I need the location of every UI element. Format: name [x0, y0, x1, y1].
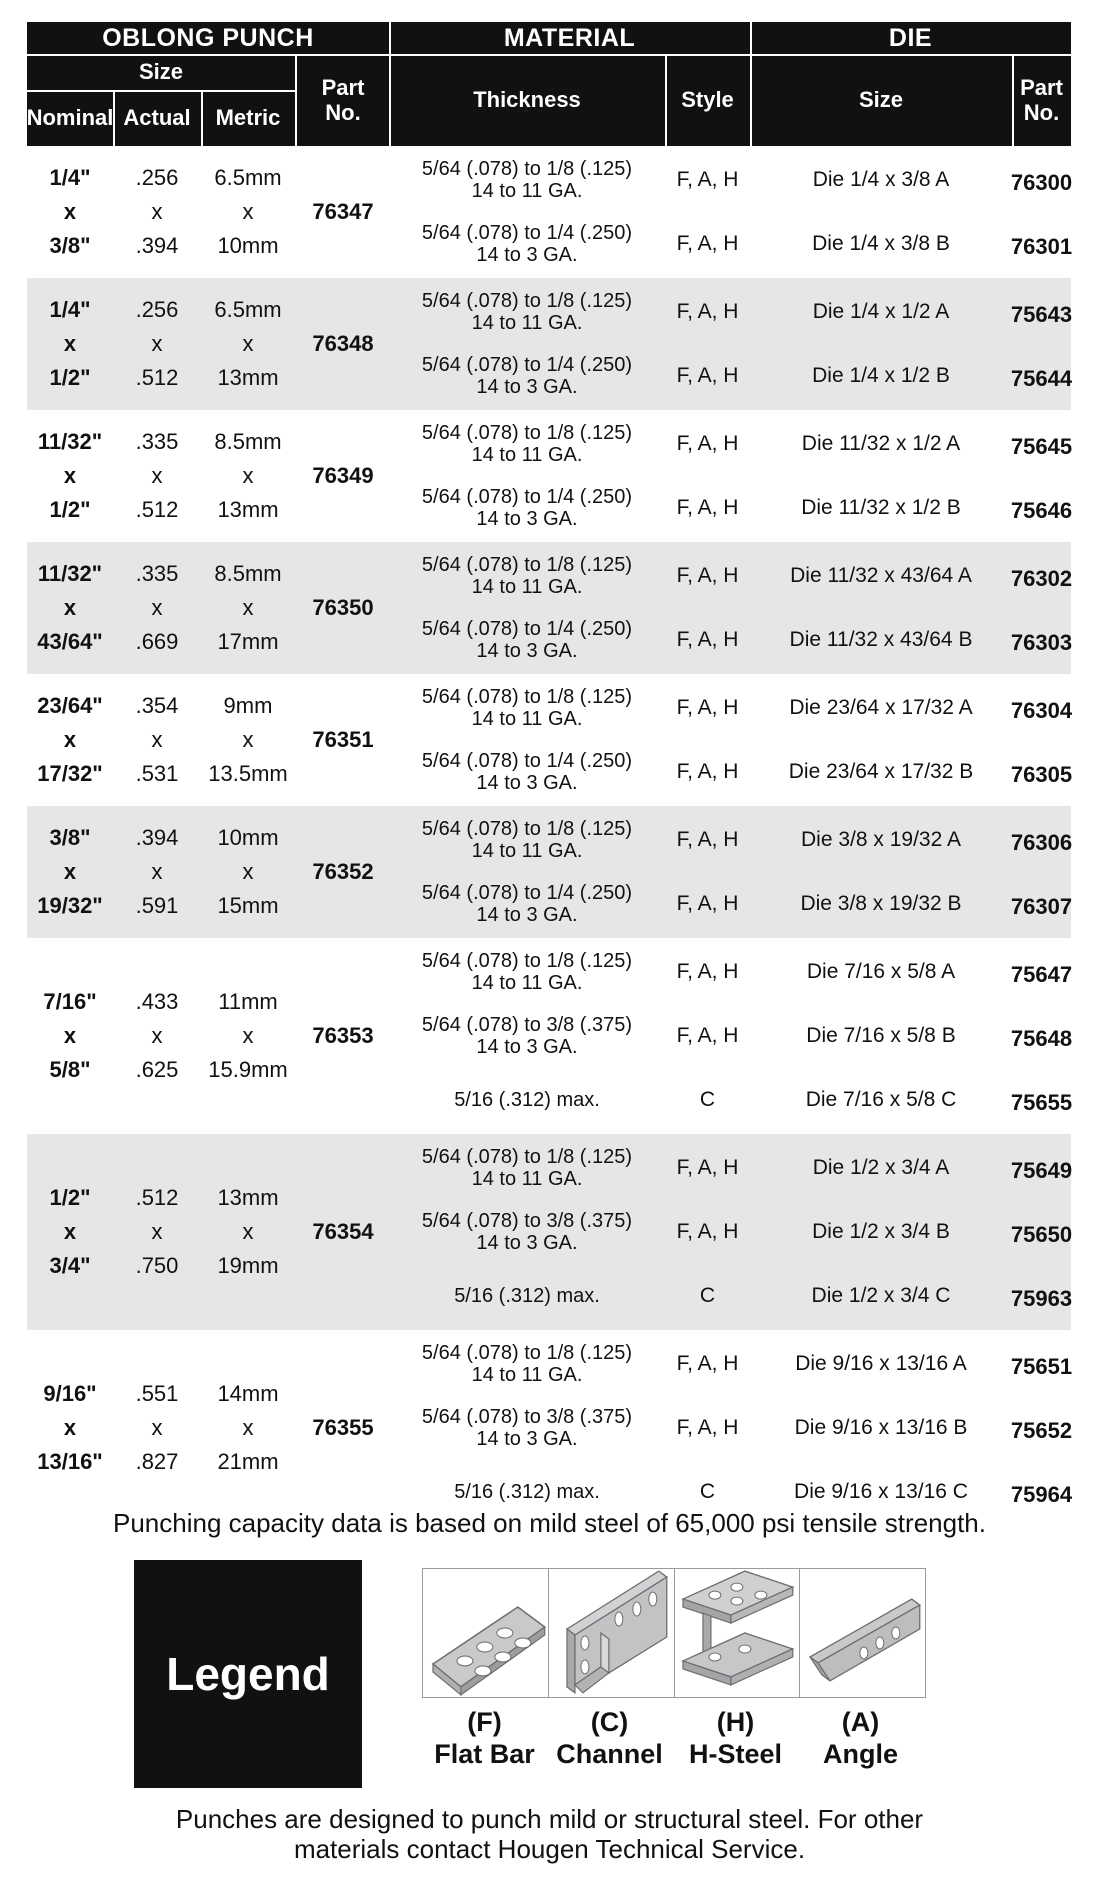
thickness-cell: 5/64 (.078) to 1/4 (.250) 14 to 3 GA.	[421, 222, 633, 266]
table-header	[27, 22, 1071, 146]
die-part-number: 75652	[1010, 1418, 1073, 1443]
punch-group	[27, 410, 1071, 542]
metric-size: 11mm x 15.9mm	[208, 989, 288, 1082]
punch-part-number: 76355	[312, 1415, 374, 1440]
die-size-cell: Die 7/16 x 5/8 C	[805, 1088, 957, 1111]
style-cell: C	[699, 1088, 716, 1111]
header-oblong-punch: OBLONG PUNCH	[102, 23, 314, 52]
legend-illustrations	[422, 1568, 926, 1698]
die-size-cell: Die 1/2 x 3/4 C	[811, 1284, 951, 1307]
metric-size: 6.5mm x 13mm	[214, 297, 282, 390]
style-cell: F, A, H	[676, 892, 739, 915]
thickness-cell: 5/64 (.078) to 1/4 (.250) 14 to 3 GA.	[421, 354, 633, 398]
die-part-number: 76302	[1010, 566, 1073, 591]
punch-group	[27, 674, 1071, 806]
thickness-cell: 5/64 (.078) to 1/8 (.125) 14 to 11 GA.	[421, 158, 633, 202]
h-steel-icon	[675, 1569, 801, 1697]
die-size-cell: Die 7/16 x 5/8 A	[806, 960, 956, 983]
style-cell: F, A, H	[676, 628, 739, 651]
die-part-number: 75643	[1010, 302, 1073, 327]
punch-part-number: 76348	[312, 331, 374, 356]
punch-group	[27, 938, 1071, 1134]
die-part-number: 76306	[1010, 830, 1073, 855]
die-size-cell: Die 9/16 x 13/16 C	[794, 1480, 968, 1503]
style-cell: F, A, H	[676, 168, 739, 191]
style-cell: F, A, H	[676, 1220, 739, 1243]
die-part-number: 75650	[1010, 1222, 1073, 1247]
thickness-cell: 5/64 (.078) to 1/8 (.125) 14 to 11 GA.	[421, 554, 633, 598]
die-size-cell: Die 11/32 x 43/64 B	[789, 628, 973, 651]
style-cell: F, A, H	[676, 1024, 739, 1047]
die-size-cell: Die 7/16 x 5/8 B	[806, 1024, 956, 1047]
header-die: DIE	[888, 23, 933, 52]
punch-part-number: 76352	[312, 859, 374, 884]
punch-part-number: 76353	[312, 1023, 374, 1048]
header-metric: Metric	[215, 105, 281, 131]
thickness-cell: 5/64 (.078) to 3/8 (.375) 14 to 3 GA.	[421, 1014, 633, 1058]
metric-size: 13mm x 19mm	[217, 1185, 279, 1278]
style-cell: F, A, H	[676, 432, 739, 455]
actual-size: .335 x .669	[135, 561, 179, 654]
style-cell: F, A, H	[676, 496, 739, 519]
style-cell: C	[699, 1284, 716, 1307]
die-part-number: 75647	[1010, 962, 1073, 987]
die-part-number: 75655	[1010, 1090, 1073, 1115]
header-part-no-line1: Part	[321, 74, 365, 100]
thickness-cell: 5/64 (.078) to 1/8 (.125) 14 to 11 GA.	[421, 422, 633, 466]
style-cell: F, A, H	[676, 300, 739, 323]
nominal-size: 1/2" x 3/4"	[49, 1185, 91, 1278]
actual-size: .394 x .591	[135, 825, 179, 918]
header-size: Size	[138, 59, 184, 85]
die-size-cell: Die 9/16 x 13/16 A	[795, 1352, 967, 1375]
header-die-size: Size	[858, 87, 904, 113]
die-size-cell: Die 23/64 x 17/32 B	[788, 760, 974, 783]
capacity-note: Punching capacity data is based on mild steel of 65,000 psi tensile strength.	[113, 1508, 986, 1538]
thickness-cell: 5/64 (.078) to 1/4 (.250) 14 to 3 GA.	[421, 882, 633, 926]
style-cell: F, A, H	[676, 364, 739, 387]
thickness-cell: 5/16 (.312) max.	[454, 1089, 600, 1111]
thickness-cell: 5/64 (.078) to 3/8 (.375) 14 to 3 GA.	[421, 1210, 633, 1254]
thickness-cell: 5/64 (.078) to 1/4 (.250) 14 to 3 GA.	[421, 618, 633, 662]
nominal-size: 1/4" x 3/8"	[49, 165, 91, 258]
die-size-cell: Die 9/16 x 13/16 B	[794, 1416, 968, 1439]
style-cell: F, A, H	[676, 760, 739, 783]
header-part-no	[297, 54, 389, 146]
punch-part-number: 76349	[312, 463, 374, 488]
punch-part-number: 76354	[312, 1219, 374, 1244]
actual-size: .512 x .750	[135, 1185, 179, 1278]
die-size-cell: Die 1/2 x 3/4 A	[812, 1156, 950, 1179]
style-cell: C	[699, 1480, 716, 1503]
header-actual: Actual	[123, 105, 191, 131]
header-thickness: Thickness	[473, 87, 581, 113]
metric-size: 9mm x 13.5mm	[208, 693, 288, 786]
punch-part-number: 76351	[312, 727, 374, 752]
thickness-cell: 5/64 (.078) to 1/8 (.125) 14 to 11 GA.	[421, 950, 633, 994]
legend-box	[134, 1560, 362, 1788]
punch-part-number: 76347	[312, 199, 374, 224]
die-part-number: 75649	[1010, 1158, 1073, 1183]
legend-item-h-steel: (H) H-Steel	[688, 1707, 783, 1769]
die-size-cell: Die 11/32 x 1/2 A	[801, 432, 961, 455]
die-part-number: 76304	[1010, 698, 1073, 723]
thickness-cell: 5/64 (.078) to 1/4 (.250) 14 to 3 GA.	[421, 486, 633, 530]
die-size-cell: Die 11/32 x 43/64 A	[790, 564, 972, 587]
punch-group	[27, 1134, 1071, 1330]
actual-size: .354 x .531	[135, 693, 179, 786]
actual-size: .256 x .512	[135, 297, 179, 390]
flat-bar-icon	[423, 1569, 549, 1697]
die-part-number: 76307	[1010, 894, 1073, 919]
die-size-cell: Die 1/4 x 3/8 B	[812, 232, 950, 255]
header-die-part-line2: No.	[1023, 100, 1060, 125]
die-part-number: 75963	[1010, 1286, 1073, 1311]
style-cell: F, A, H	[676, 828, 739, 851]
die-size-cell: Die 3/8 x 19/32 B	[800, 892, 962, 915]
die-part-number: 76305	[1010, 762, 1073, 787]
die-part-number: 75644	[1010, 366, 1073, 391]
die-part-number: 75651	[1010, 1354, 1073, 1379]
die-part-number: 76303	[1010, 630, 1073, 655]
punch-group	[27, 542, 1071, 674]
metric-size: 8.5mm x 13mm	[214, 429, 282, 522]
die-size-cell: Die 23/64 x 17/32 A	[789, 696, 973, 719]
style-cell: F, A, H	[676, 1352, 739, 1375]
metric-size: 6.5mm x 10mm	[214, 165, 282, 258]
punch-die-table	[27, 22, 1071, 1526]
thickness-cell: 5/64 (.078) to 1/8 (.125) 14 to 11 GA.	[421, 818, 633, 862]
metric-size: 10mm x 15mm	[217, 825, 279, 918]
header-material: MATERIAL	[503, 23, 636, 52]
metric-size: 14mm x 21mm	[217, 1381, 279, 1474]
die-size-cell: Die 3/8 x 19/32 A	[801, 828, 961, 851]
die-part-number: 75648	[1010, 1026, 1073, 1051]
header-style: Style	[681, 87, 734, 113]
thickness-cell: 5/64 (.078) to 1/4 (.250) 14 to 3 GA.	[421, 750, 633, 794]
header-die-part-no	[1012, 54, 1071, 146]
actual-size: .335 x .512	[135, 429, 179, 522]
die-size-cell: Die 1/4 x 1/2 A	[812, 300, 950, 323]
nominal-size: 23/64" x 17/32"	[37, 693, 103, 786]
actual-size: .256 x .394	[135, 165, 179, 258]
style-cell: F, A, H	[676, 232, 739, 255]
thickness-cell: 5/64 (.078) to 3/8 (.375) 14 to 3 GA.	[421, 1406, 633, 1450]
thickness-cell: 5/64 (.078) to 1/8 (.125) 14 to 11 GA.	[421, 686, 633, 730]
style-cell: F, A, H	[676, 1416, 739, 1439]
style-cell: F, A, H	[676, 960, 739, 983]
nominal-size: 11/32" x 1/2"	[37, 429, 103, 522]
nominal-size: 9/16" x 13/16"	[37, 1381, 103, 1474]
legend-item-channel: (C) Channel	[556, 1707, 663, 1769]
die-size-cell: Die 11/32 x 1/2 B	[801, 496, 961, 519]
nominal-size: 11/32" x 43/64"	[37, 561, 103, 654]
metric-size: 8.5mm x 17mm	[214, 561, 282, 654]
actual-size: .551 x .827	[135, 1381, 179, 1474]
actual-size: .433 x .625	[135, 989, 179, 1082]
table-body	[27, 146, 1071, 1526]
punch-part-number: 76350	[312, 595, 374, 620]
thickness-cell: 5/64 (.078) to 1/8 (.125) 14 to 11 GA.	[421, 1342, 633, 1386]
die-part-number: 76301	[1010, 234, 1073, 259]
nominal-size: 1/4" x 1/2"	[49, 297, 91, 390]
punch-group	[27, 806, 1071, 938]
nominal-size: 3/8" x 19/32"	[37, 825, 103, 918]
die-size-cell: Die 1/4 x 3/8 A	[812, 168, 950, 191]
die-part-number: 75645	[1010, 434, 1073, 459]
nominal-size: 7/16" x 5/8"	[43, 989, 97, 1082]
style-cell: F, A, H	[676, 696, 739, 719]
angle-icon	[800, 1569, 925, 1697]
thickness-cell: 5/16 (.312) max.	[454, 1481, 600, 1503]
die-size-cell: Die 1/4 x 1/2 B	[812, 364, 950, 387]
punch-group	[27, 1330, 1071, 1526]
thickness-cell: 5/64 (.078) to 1/8 (.125) 14 to 11 GA.	[421, 1146, 633, 1190]
footer-note: Punches are designed to punch mild or structural steel. For other materials contact Hougen Technical Service.	[175, 1804, 924, 1864]
punch-group	[27, 278, 1071, 410]
legend-title: Legend	[166, 1648, 330, 1700]
die-part-number: 75964	[1010, 1482, 1073, 1507]
legend-item-angle: (A) Angle	[822, 1707, 898, 1769]
die-size-cell: Die 1/2 x 3/4 B	[812, 1220, 950, 1243]
die-part-number: 75646	[1010, 498, 1073, 523]
header-die-part-line1: Part	[1020, 74, 1063, 100]
style-cell: F, A, H	[676, 1156, 739, 1179]
header-part-no-line2: No.	[325, 100, 361, 125]
thickness-cell: 5/64 (.078) to 1/8 (.125) 14 to 11 GA.	[421, 290, 633, 334]
style-cell: F, A, H	[676, 564, 739, 587]
legend-item-flat-bar: (F) Flat Bar	[434, 1707, 535, 1769]
punch-group	[27, 146, 1071, 278]
die-part-number: 76300	[1010, 170, 1073, 195]
thickness-cell: 5/16 (.312) max.	[454, 1285, 600, 1307]
header-nominal: Nominal	[26, 105, 114, 131]
channel-icon	[549, 1569, 675, 1697]
